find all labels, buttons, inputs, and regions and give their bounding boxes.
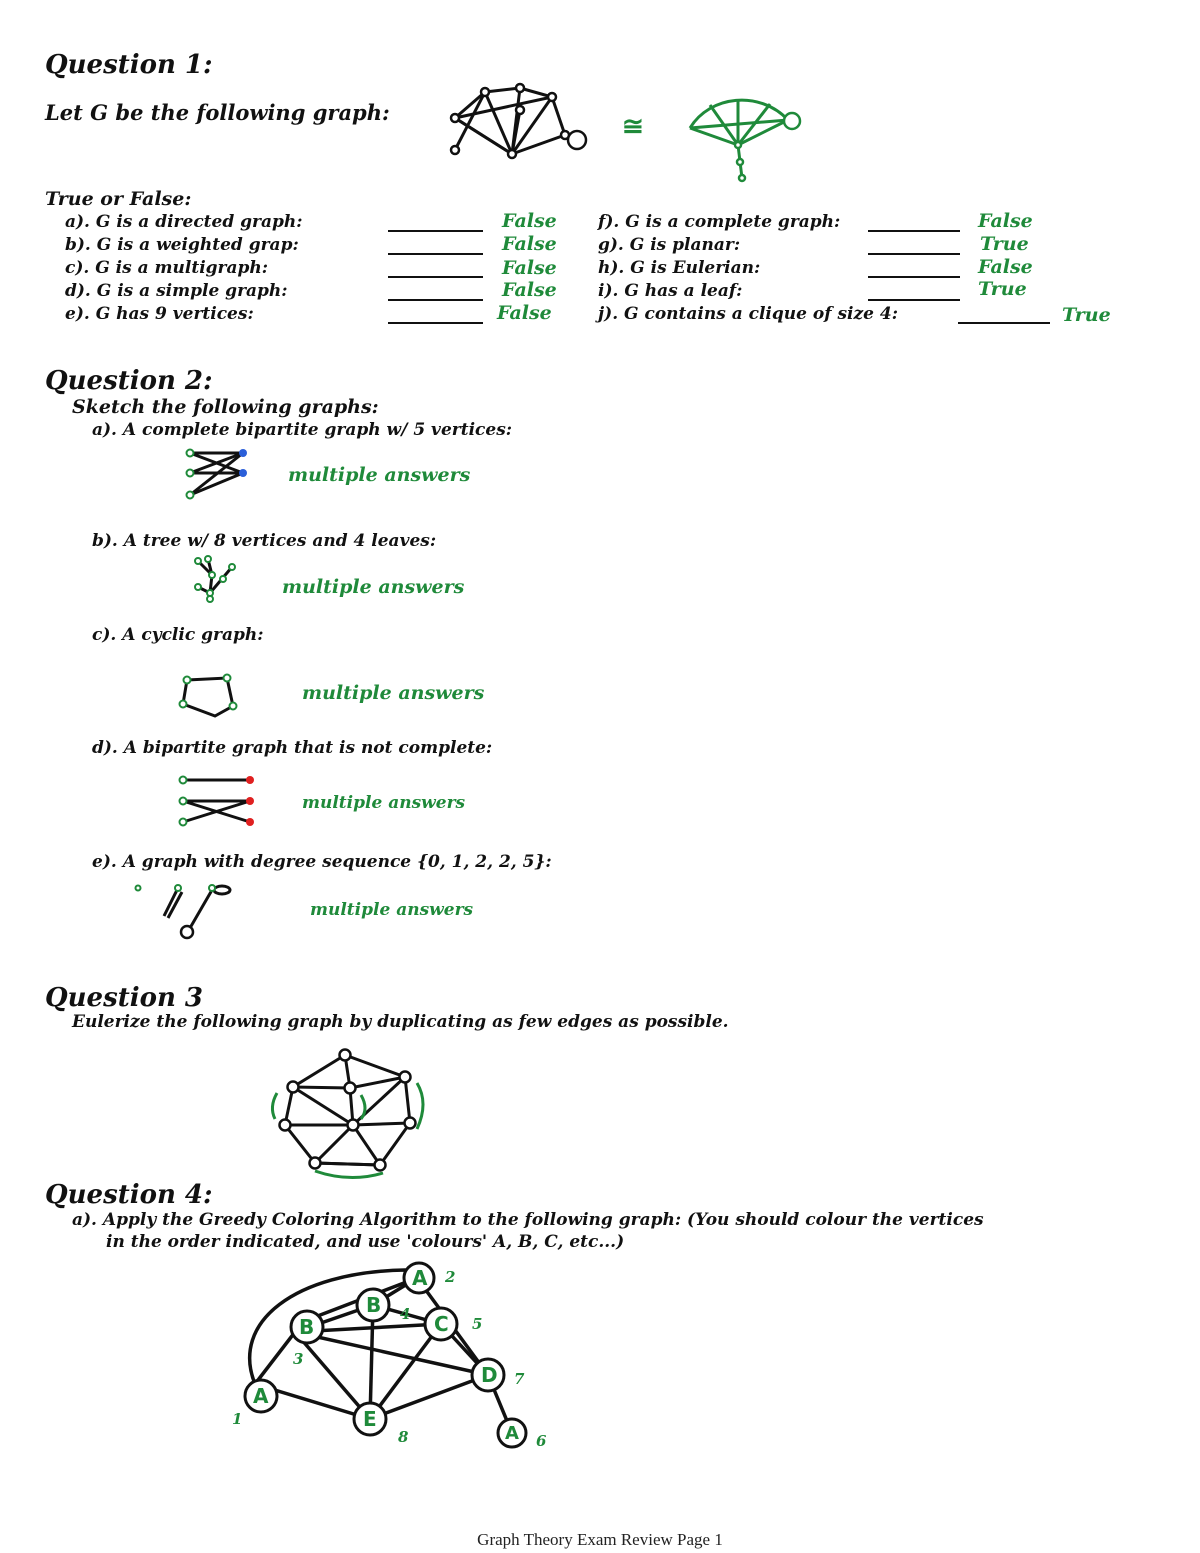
answer-blank (388, 276, 483, 278)
q2-answer-a: multiple answers (288, 464, 471, 486)
page-footer: Graph Theory Exam Review Page 1 (477, 1530, 723, 1549)
q1-heading: Question 1: (45, 50, 213, 80)
vertex-order-6: 6 (536, 1432, 547, 1450)
q2e-sketch (130, 880, 240, 940)
vertex-order-1: 1 (232, 1410, 243, 1428)
tf-answer-d: False (502, 279, 557, 301)
vertex-label-b4: B (366, 1293, 382, 1317)
tf-heading: True or False: (45, 188, 192, 210)
vertex-order-3: 3 (293, 1350, 304, 1368)
q1-graph-g-isomorphic (680, 90, 810, 190)
q2-item-c: c). A cyclic graph: (92, 625, 264, 645)
tf-answer-j: True (1062, 304, 1111, 326)
tf-item-g: g). G is planar: (598, 235, 741, 255)
tf-item-a: a). G is a directed graph: (65, 212, 303, 232)
q2-item-a: a). A complete bipartite graph w/ 5 vertices: (92, 420, 513, 440)
tf-answer-g: True (980, 233, 1029, 255)
vertex-label-c5: C (434, 1312, 449, 1336)
vertex-label-d7: D (481, 1363, 498, 1387)
vertex-order-4: 4 (400, 1305, 411, 1323)
q2-answer-c: multiple answers (302, 682, 485, 704)
answer-blank (868, 253, 960, 255)
q3-heading: Question 3 (45, 983, 204, 1013)
q2d-sketch (175, 772, 265, 832)
q4-prompt-line2: in the order indicated, and use 'colours' A, B, C, etc...) (106, 1232, 625, 1252)
answer-blank (958, 322, 1050, 324)
answer-blank (388, 322, 483, 324)
q3-graph (265, 1045, 435, 1175)
vertex-label-e8: E (363, 1407, 377, 1431)
vertex-label-a2: A (412, 1266, 428, 1290)
tf-item-i: i). G has a leaf: (598, 281, 743, 301)
q1-graph-g (440, 80, 600, 170)
answer-blank (388, 253, 483, 255)
tf-answer-h: False (978, 256, 1033, 278)
tf-item-j: j). G contains a clique of size 4: (598, 304, 898, 324)
iso-symbol: ≅ (622, 112, 644, 142)
tf-item-c: c). G is a multigraph: (65, 258, 269, 278)
q2-item-b: b). A tree w/ 8 vertices and 4 leaves: (92, 531, 437, 551)
q2-heading: Question 2: (45, 366, 213, 396)
answer-blank (868, 299, 960, 301)
q4-prompt-line1: a). Apply the Greedy Coloring Algorithm to the following graph: (You should colour the vertices (72, 1210, 984, 1230)
vertex-order-8: 8 (398, 1428, 409, 1446)
answer-blank (388, 299, 483, 301)
tf-answer-a: False (502, 210, 557, 232)
tf-answer-c: False (502, 257, 557, 279)
q2c-sketch (175, 672, 245, 722)
q1-prompt: Let G be the following graph: (45, 100, 390, 125)
q3-prompt: Eulerize the following graph by duplicating as few edges as possible. (72, 1012, 729, 1032)
q2-prompt: Sketch the following graphs: (72, 396, 379, 418)
tf-answer-e: False (497, 302, 552, 324)
tf-item-h: h). G is Eulerian: (598, 258, 761, 278)
tf-item-b: b). G is a weighted grap: (65, 235, 299, 255)
q2-item-e: e). A graph with degree sequence {0, 1, 2, 2, 5}: (92, 852, 552, 872)
tf-answer-i: True (978, 278, 1027, 300)
q4-heading: Question 4: (45, 1180, 213, 1210)
q2-item-d: d). A bipartite graph that is not complete: (92, 738, 493, 758)
answer-blank (868, 230, 960, 232)
vertex-label-b3: B (299, 1315, 315, 1339)
vertex-order-7: 7 (514, 1370, 525, 1388)
tf-answer-f: False (978, 210, 1033, 232)
q2-answer-e: multiple answers (310, 900, 474, 920)
answer-blank (388, 230, 483, 232)
q2b-sketch (190, 555, 250, 605)
tf-item-d: d). G is a simple graph: (65, 281, 288, 301)
answer-blank (868, 276, 960, 278)
vertex-order-5: 5 (472, 1315, 483, 1333)
q2-answer-d: multiple answers (302, 793, 466, 813)
vertex-label-a1: A (253, 1384, 269, 1408)
vertex-order-2: 2 (445, 1268, 456, 1286)
q2a-sketch (180, 445, 260, 505)
tf-answer-b: False (502, 233, 557, 255)
tf-item-e: e). G has 9 vertices: (65, 304, 254, 324)
vertex-label-a6: A (505, 1423, 519, 1444)
tf-item-f: f). G is a complete graph: (598, 212, 841, 232)
q2-answer-b: multiple answers (282, 576, 465, 598)
